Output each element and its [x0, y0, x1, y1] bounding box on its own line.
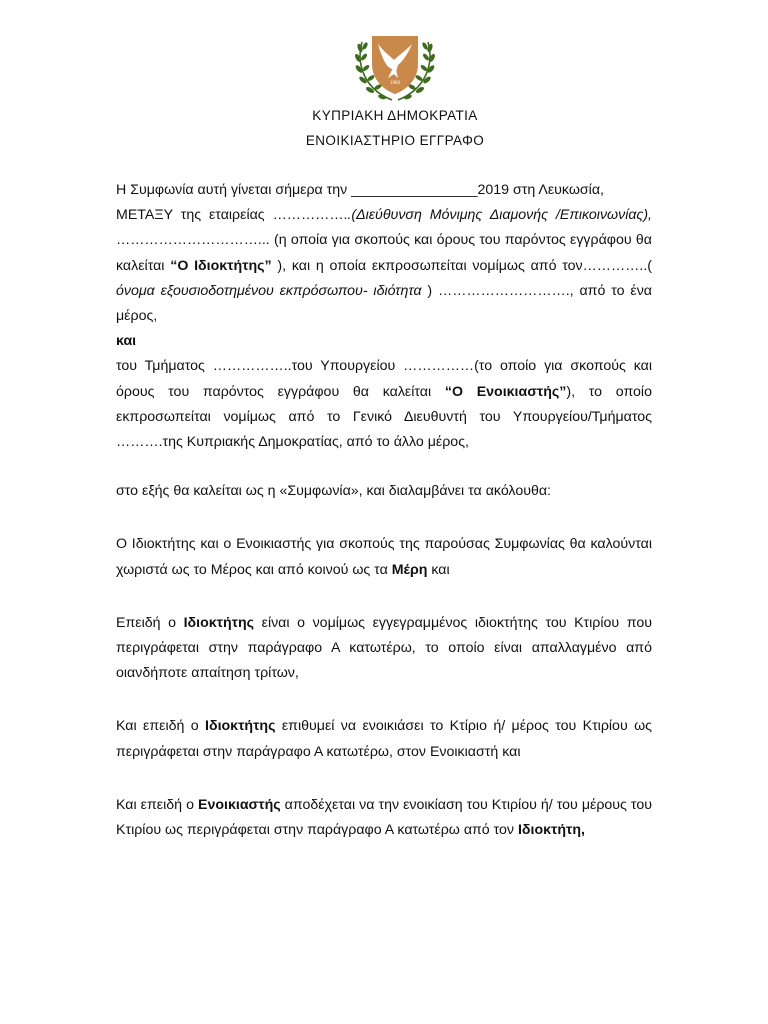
- country-heading: ΚΥΠΡΙΑΚΗ ΔΗΜΟΚΡΑΤΙΑ: [312, 108, 478, 123]
- coat-of-arms-emblem: [354, 34, 436, 104]
- paragraph-agreement-intro: στο εξής θα καλείται ως η «Συμφωνία», και διαλαμβάνει τα ακόλουθα:: [116, 483, 551, 500]
- paragraph-whereas-tenant: Και επειδή ο Ενοικιαστής αποδέχεται να την ενοικίαση του Κτιρίου ή/ του μέρους του Κτιρίου ως περιγράφεται στην παράγραφο Α κατωτέρω από τον Ιδιοκτήτη,: [116, 796, 652, 839]
- document-title: ΕΝΟΙΚΙΑΣΤΗΡΙΟ ΕΓΓΡΑΦΟ: [305, 133, 485, 148]
- paragraph-date: Η Συμφωνία αυτή γίνεται σήμερα την ________________2019 στη Λευκωσία,: [116, 182, 604, 198]
- paragraph-whereas-owner: Επειδή ο Ιδιοκτήτης είναι ο νομίμως εγγεγραμμένος ιδιοκτήτης του Κτιρίου που περιγράφεται στην παράγραφο Α κατωτέρω, το οποίο είναι απαλλαγμένο από οιανδήποτε απαίτηση τρίτων,: [116, 614, 652, 682]
- paragraph-parties: Ο Ιδιοκτήτης και ο Ενοικιαστής για σκοπούς της παρούσας Συμφωνίας θα καλούνται χωριστά ως το Μέρος και από κοινού ως τα Μέρη και: [116, 536, 652, 578]
- paragraph-tenant: του Τμήματος ……………..του Υπουργείου ……………(το οποίο για σκοπούς και όρους του παρόντος εγγράφου θα καλείται “Ο Ενοικιαστής”), το οποίο εκπροσωπείται νομίμως από το Γενικό Διευθυντή του Υπουργείου/Τμήματος ……….της Κυπριακής Δημοκρατίας, από το άλλο μέρος,: [116, 358, 652, 451]
- paragraph-whereas-lease: Και επειδή ο Ιδιοκτήτης επιθυμεί να ενοικιάσει το Κτίριο ή/ μέρος του Κτιρίου ως περιγράφεται στην παράγραφο Α κατωτέρω, στον Ενοικιαστή και: [116, 718, 652, 760]
- agreement-body: [116, 178, 652, 843]
- paragraph-and: και: [116, 333, 137, 350]
- svg-text:1960: 1960: [389, 80, 401, 85]
- paragraph-landlord: ΜΕΤΑΞΥ της εταιρείας ……………..(Διεύθυνση Μόνιμης Διαμονής /Επικοινωνίας), …………………………... (η οποία για σκοπούς και όρους του παρόντος εγγράφου θα καλείται “Ο Ιδιοκτήτης” ), και η οποία εκπροσωπείται νομίμως από τον…………..( όνομα εξουσιοδοτημένου εκπρόσωπου- ιδιότητα ) ………………………., από το ένα μέρος,: [116, 207, 652, 325]
